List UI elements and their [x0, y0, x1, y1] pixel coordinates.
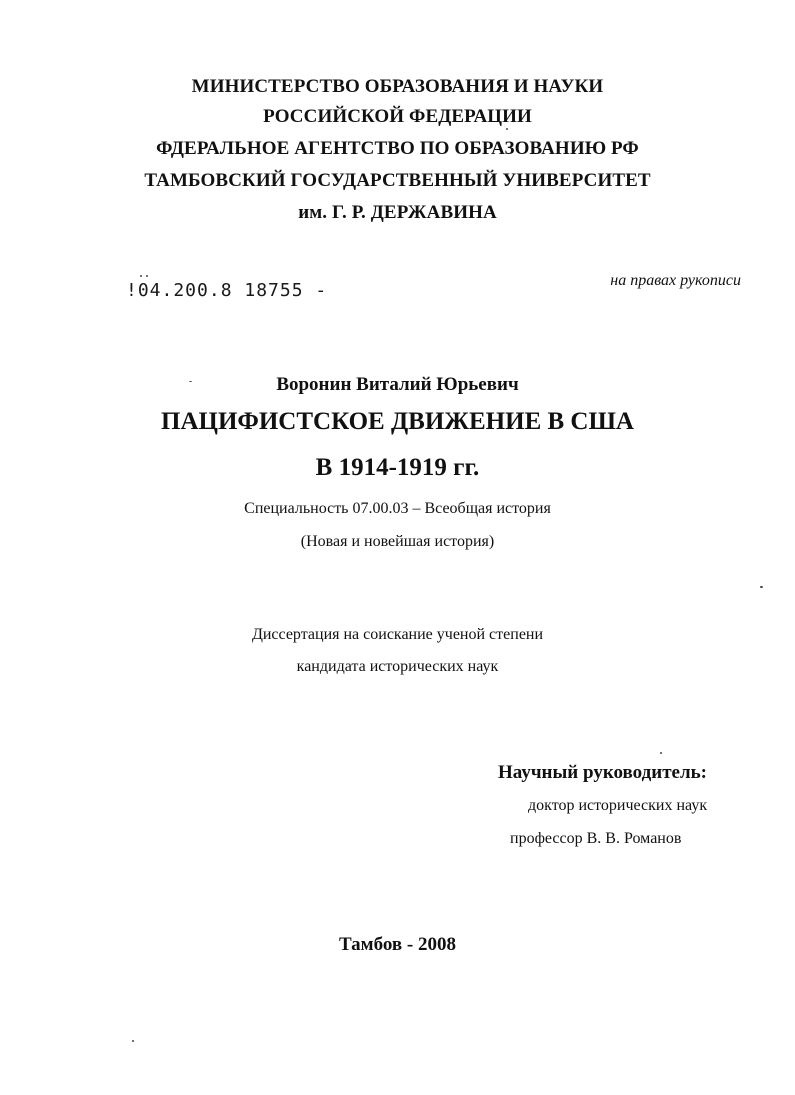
specialty-line-1: Специальность 07.00.03 – Всеобщая история — [244, 500, 551, 517]
catalog-number: !04.200.8 18755 - — [126, 280, 328, 301]
scan-speck — [660, 752, 662, 754]
author-name: Воронин Виталий Юрьевич — [276, 374, 519, 395]
ministry-line-2: РОССИЙСКОЙ ФЕДЕРАЦИИ — [263, 106, 532, 127]
supervisor-degree: доктор исторических наук — [528, 797, 708, 814]
university-name-line: им. Г. Р. ДЕРЖАВИНА — [298, 202, 497, 223]
scan-speck — [189, 381, 192, 382]
supervisor-name: профессор В. В. Романов — [510, 830, 682, 847]
dissertation-line-2: кандидата исторических наук — [296, 658, 499, 675]
thesis-title-line-1: ПАЦИФИСТСКОЕ ДВИЖЕНИЕ В США — [161, 408, 634, 435]
agency-line: ФДЕРАЛЬНОЕ АГЕНТСТВО ПО ОБРАЗОВАНИЮ РФ — [156, 138, 639, 159]
university-line: ТАМБОВСКИЙ ГОСУДАРСТВЕННЫЙ УНИВЕРСИТЕТ — [144, 170, 651, 191]
scan-speck — [760, 586, 763, 588]
manuscript-note: на правах рукописи — [610, 272, 741, 289]
place-year: Тамбов - 2008 — [338, 934, 456, 955]
thesis-title-line-2: В 1914-1919 гг. — [315, 454, 480, 481]
supervisor-heading: Научный руководитель: — [498, 762, 707, 783]
scan-speck — [146, 275, 148, 277]
specialty-line-2: (Новая и новейшая история) — [300, 533, 495, 550]
dissertation-line-1: Диссертация на соискание ученой степени — [251, 626, 544, 643]
scan-speck — [132, 1040, 134, 1042]
ministry-line-1: МИНИСТЕРСТВО ОБРАЗОВАНИЯ И НАУКИ — [191, 76, 604, 97]
scan-speck — [506, 128, 508, 130]
scan-speck — [140, 275, 142, 277]
